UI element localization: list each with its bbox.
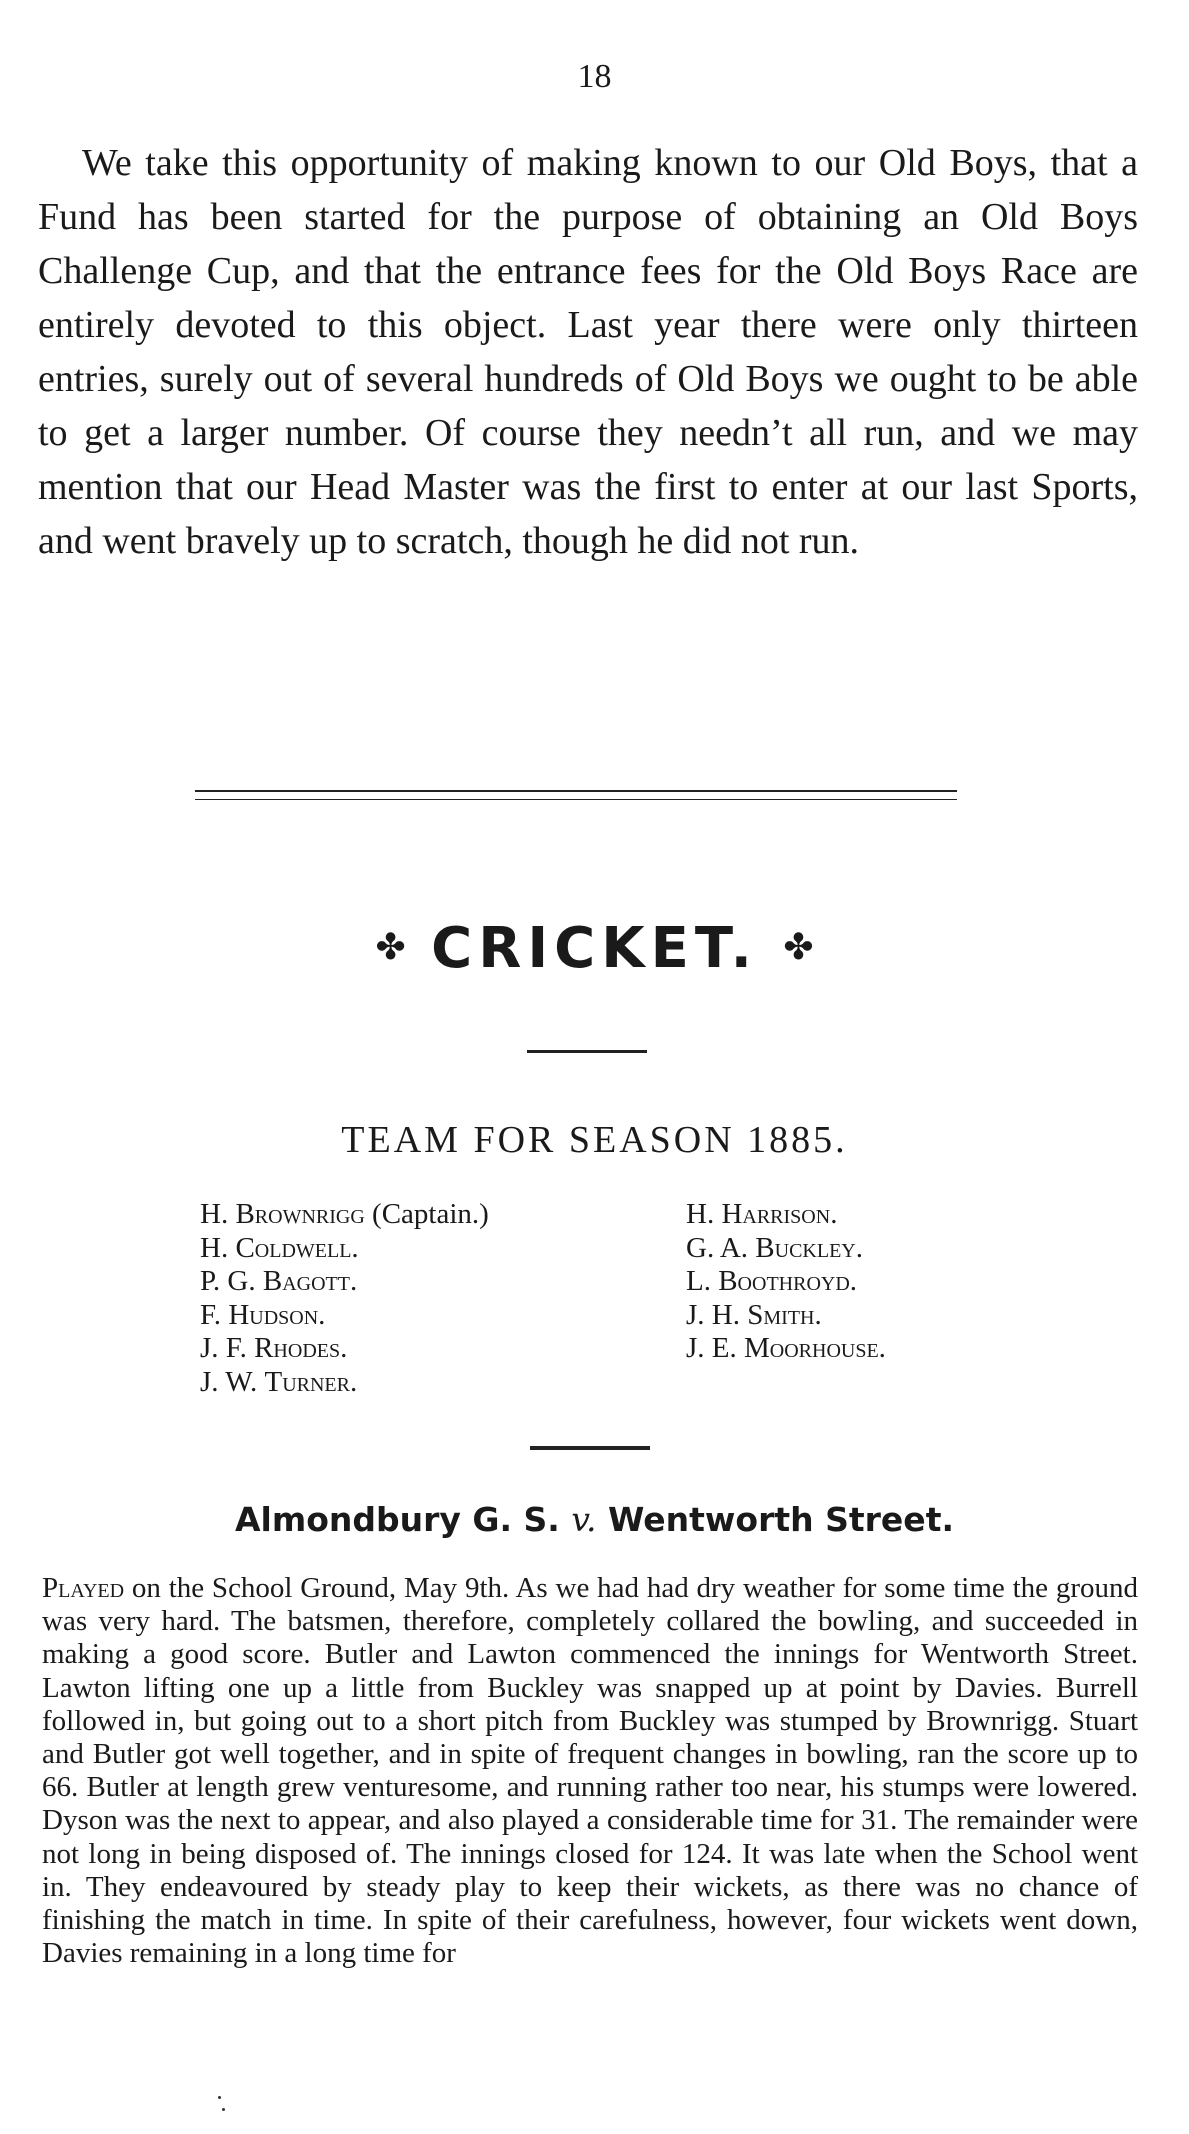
right-ornament-icon: ✤ — [783, 927, 814, 969]
team-column-right — [686, 1198, 886, 1366]
double-rule-divider — [195, 790, 957, 800]
team-member: J. E. Moorhouse. — [686, 1332, 886, 1364]
match-title — [0, 1500, 1189, 1539]
team-member: F. Hudson. — [200, 1298, 326, 1331]
left-ornament-icon: ✤ — [375, 927, 406, 969]
team-member: J. F. Rhodes. — [200, 1332, 348, 1364]
team-member: L. Boothroyd. — [686, 1265, 858, 1297]
team-column-left — [200, 1198, 489, 1399]
match-versus: v. — [571, 1500, 597, 1539]
match-report-paragraph — [42, 1572, 1138, 1970]
team-member: G. A. Buckley. — [686, 1231, 863, 1264]
team-member: H. Harrison. — [686, 1198, 838, 1230]
team-member: H. Coldwell. — [200, 1231, 359, 1264]
intro-section — [38, 136, 1138, 568]
team-rule — [530, 1446, 650, 1450]
team-member: J. W. Turner. — [200, 1365, 358, 1398]
section-title — [0, 916, 1189, 981]
page-number: 18 — [577, 58, 612, 95]
match-away-team: Wentworth Street. — [608, 1500, 954, 1539]
report-body: on the School Ground, May 9th. As we had had dry weather for some time the ground was very hard. The batsmen, therefore, completely collared the bowling, and succeeded in making a good score. Butler and Lawton commenced the innings for Wentworth Street. Lawton lifting one up a little from Buckley was snapped up at point by Davies. Burrell followed in, but going out to a short pitch from Buckley was stumped by Brownrigg. Stuart and Butler got well together, and in spite of frequent changes in bowling, ran the score up to 66. Butler at length grew venturesome, and running rather too near, his stumps were lowered. Dyson was the next to appear, and also played a considerable time for 31. The remainder were not long in being disposed of. The innings closed for 124. It was late when the School went in. They endeavoured by steady play to keep their wickets, as there was no chance of finishing the match in time. In spite of their carefulness, however, four wickets went down, Davies remaining in a long time for — [42, 1572, 1138, 1970]
intro-paragraph: We take this opportunity of making known to our Old Boys, that a Fund has been started for the purpose of obtaining an Old Boys Challenge Cup, and that the entrance fees for the Old Boys Race are entirely devoted to this object. Last year there were only thirteen entries, surely out of several hundreds of Old Boys we ought to be able to get a larger number. Of course they needn’t all run, and we may mention that our Head Master was the first to enter at our last Sports, and went bravely up to scratch, though he did not run. — [38, 142, 1138, 562]
print-speck — [222, 2108, 225, 2111]
team-member: H. Brownrigg (Captain.) — [200, 1198, 489, 1230]
report-lead-word: Played — [42, 1572, 125, 1604]
match-home-team: Almondbury G. S. — [235, 1500, 560, 1539]
team-member: J. H. Smith. — [686, 1298, 822, 1331]
title-rule — [527, 1050, 647, 1053]
team-heading: TEAM FOR SEASON 1885. — [341, 1119, 848, 1161]
print-speck — [218, 2096, 221, 2099]
team-member: P. G. Bagott. — [200, 1265, 358, 1297]
section-title-text: CRICKET. — [431, 916, 758, 981]
match-report — [42, 1572, 1138, 1970]
